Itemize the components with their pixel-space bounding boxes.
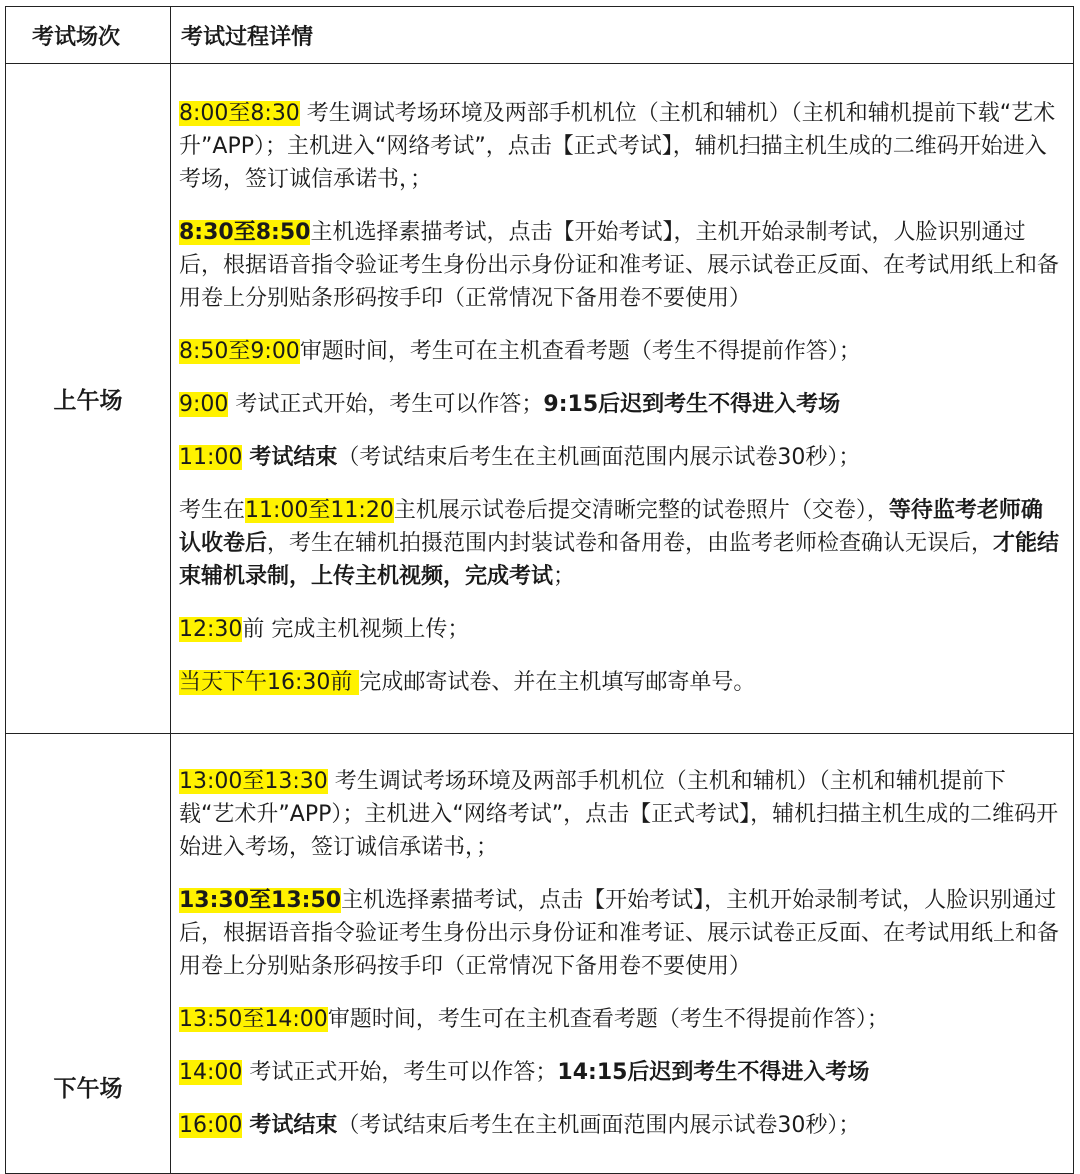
paragraph-text: 完成邮寄试卷、并在主机填写邮寄单号。 bbox=[359, 670, 756, 695]
time-highlight: 9:00 bbox=[179, 392, 229, 417]
paragraph-text: 主机选择素描考试，点击【开始考试】，主机开始录制考试，人脸识别通过后，根据语音指令验证考生身份出示身份证和准考证、展示试卷正反面、在考试用纸上和备用卷上分别贴条形码按手印（正常情况下备用卷不要使用） bbox=[179, 220, 1060, 311]
time-highlight: 当天下午16:30前 bbox=[179, 670, 360, 695]
paragraph-text: ，考生在辅机拍摄范围内封装试卷和备用卷，由监考老师检查确认无误后， bbox=[267, 531, 994, 556]
time-highlight: 8:30至8:50 bbox=[179, 220, 311, 245]
emphasis-text: 才能结束辅机录制，上传主机视频，完成考试 bbox=[179, 531, 1060, 589]
paragraph-text: 考生调试考场环境及两部手机机位（主机和辅机）（主机和辅机提前下载“艺术升”APP）；主机进入“网络考试”，点击【正式考试】，辅机扫描主机生成的二维码开始进入考场，签订诚信承诺书，； bbox=[179, 768, 1059, 860]
table-header-row bbox=[6, 7, 1074, 64]
session-name: 下午场 bbox=[6, 734, 171, 1174]
header-details: 考试过程详情 bbox=[171, 7, 1074, 64]
schedule-paragraph bbox=[179, 494, 1061, 593]
paragraph-text: 考试正式开始，考生可以作答； bbox=[242, 1059, 558, 1085]
paragraph-text: 考生调试考场环境及两部手机机位（主机和辅机）（主机和辅机提前下载“艺术升”APP）；主机进入“网络考试”，点击【正式考试】，辅机扫描主机生成的二维码开始进入考场，签订诚信承诺书，； bbox=[179, 101, 1056, 192]
paragraph-text: （考试结束后考生在主机画面范围内展示试卷30秒）； bbox=[337, 1112, 861, 1138]
time-highlight: 13:00至13:30 bbox=[179, 768, 328, 794]
schedule-paragraph bbox=[179, 1003, 1061, 1036]
schedule-paragraph bbox=[179, 441, 1061, 474]
paragraph-text: 考试正式开始，考生可以作答； bbox=[228, 392, 544, 417]
schedule-paragraph bbox=[179, 1109, 1061, 1142]
session-details bbox=[171, 64, 1074, 734]
session-details bbox=[171, 734, 1074, 1174]
time-highlight: 13:30至13:50 bbox=[179, 887, 342, 913]
paragraph-text: 审题时间，考生可在主机查看考题（考生不得提前作答）； bbox=[299, 339, 861, 364]
emphasis-text: 考试结束 bbox=[249, 445, 338, 470]
exam-schedule-table bbox=[5, 6, 1074, 1174]
schedule-paragraph bbox=[179, 884, 1061, 983]
time-highlight: 11:00至11:20 bbox=[245, 498, 394, 523]
time-highlight: 13:50至14:00 bbox=[179, 1006, 328, 1032]
schedule-paragraph bbox=[179, 1056, 1061, 1089]
time-highlight: 14:00 bbox=[179, 1059, 243, 1085]
time-highlight: 8:00至8:30 bbox=[179, 101, 300, 126]
paragraph-text: （考试结束后考生在主机画面范围内展示试卷30秒）； bbox=[337, 445, 861, 470]
schedule-paragraph bbox=[179, 216, 1061, 315]
paragraph-text: 主机展示试卷后提交清晰完整的试卷照片（交卷）， bbox=[393, 498, 889, 523]
time-highlight: 8:50至9:00 bbox=[179, 339, 300, 364]
emphasis-text: 14:15后迟到考生不得进入考场 bbox=[557, 1059, 870, 1085]
session-row-afternoon bbox=[6, 734, 1074, 1174]
session-name: 上午场 bbox=[6, 64, 171, 734]
schedule-paragraph bbox=[179, 388, 1061, 421]
time-highlight: 12:30 bbox=[179, 617, 243, 642]
schedule-paragraph bbox=[179, 765, 1061, 864]
paragraph-text: 主机选择素描考试，点击【开始考试】，主机开始录制考试，人脸识别通过后，根据语音指令验证考生身份出示身份证和准考证、展示试卷正反面、在考试用纸上和备用卷上分别贴条形码按手印（正常情况下备用卷不要使用） bbox=[179, 887, 1060, 979]
schedule-paragraph bbox=[179, 335, 1061, 368]
schedule-paragraph bbox=[179, 97, 1061, 196]
emphasis-text: 等待监考老师确认收卷后 bbox=[179, 498, 1043, 556]
paragraph-text: ； bbox=[553, 564, 576, 589]
schedule-paragraph bbox=[179, 613, 1061, 646]
session-row-morning bbox=[6, 64, 1074, 734]
schedule-paragraph bbox=[179, 666, 1061, 699]
time-highlight: 16:00 bbox=[179, 1112, 243, 1138]
paragraph-text: 考生在 bbox=[179, 498, 246, 523]
paragraph-text: 审题时间，考生可在主机查看考题（考生不得提前作答）； bbox=[327, 1006, 889, 1032]
header-session: 考试场次 bbox=[6, 7, 171, 64]
emphasis-text: 考试结束 bbox=[249, 1112, 338, 1138]
paragraph-text: 前 完成主机视频上传； bbox=[242, 617, 470, 642]
emphasis-text: 9:15后迟到考生不得进入考场 bbox=[543, 392, 841, 417]
time-highlight: 11:00 bbox=[179, 445, 243, 470]
